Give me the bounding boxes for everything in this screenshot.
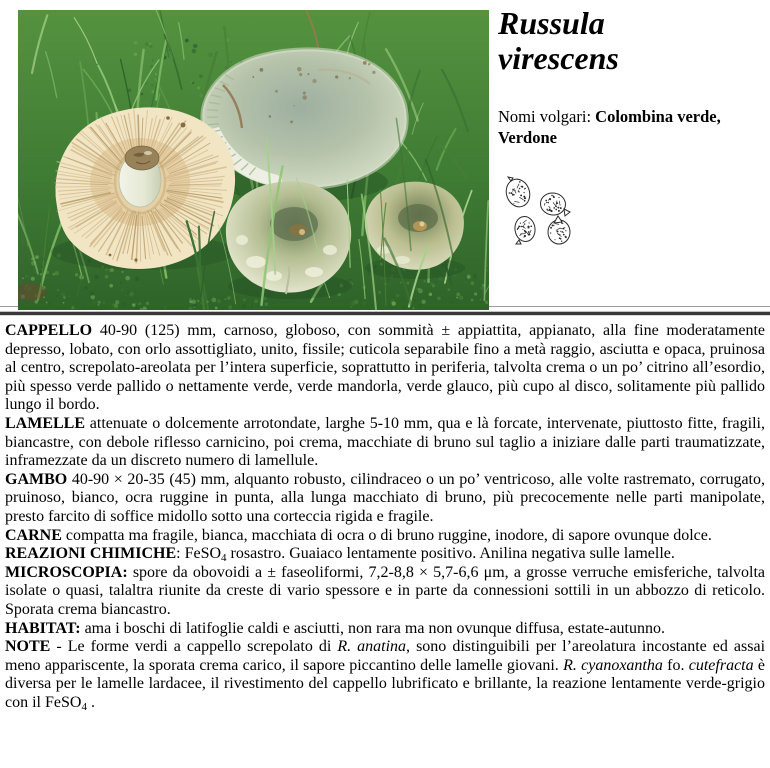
common-names-value-line1: Colombina verde, (595, 107, 721, 126)
species-title (498, 6, 619, 76)
spore-2 (539, 191, 567, 216)
separator-rule-shadow (0, 315, 770, 316)
mushroom-photo-canvas (18, 10, 489, 310)
spore-4-apiculus (554, 216, 562, 223)
section-paragraph: CARNE compatta ma fragile, bianca, macchiata di ocra o di bruno ruggine, inodore, di sapore ovunque dolce. (5, 526, 712, 544)
section-paragraph: HABITAT: ama i boschi di latifoglie caldi e asciutti, non rara ma non ovunque diffusa, estate-autunno. (5, 619, 665, 637)
mushroom-cap-small-right (365, 182, 465, 279)
section-paragraph: GAMBO 40-90 × 20-35 (45) mm, alquanto robusto, cilindraceo o un po’ ventricoso, alle volte rastremato, corrugato, pruinoso, bianco, ocra ruggine in punta, alla lunga macchiato di bruno, più precocemente nelle parti manipolate, presto farcito di soffice midollo sotto una corteccia rigida e fragile. (5, 470, 765, 525)
section-paragraph: REAZIONI CHIMICHE: FeSO$_4$ rosastro. Guaiaco lentamente positivo. Anilina negativa sulle lamelle. (5, 545, 675, 565)
mushroom-photo (18, 10, 489, 310)
common-names-value-line2: Verdone (498, 128, 557, 147)
spore-4 (548, 220, 570, 244)
spore-3-apiculus (516, 240, 521, 244)
spore-drawing-canvas (496, 171, 576, 251)
section-paragraph: CAPPELLO 40-90 (125) mm, carnoso, globoso, con sommità ± appiattita, appianato, alla fine moderatamente depresso, lobato, con orlo assottigliato, unito, fissile; cuticola separabile fino a metà raggio, asciutta e opaca, pruinosa al centro, screpolato-areolata per l’intera superficie, soprattutto in periferia, talvolta crema o un po’ citrino all’esordio, più spesso verde pallido o nettamente verde, verde mandorla, verde glauco, più cupo al disco, solitamente più pallido lungo il bordo. (5, 322, 765, 414)
description-text (5, 322, 765, 712)
section-paragraph: NOTE - Le forme verdi a cappello screpolato di R. anatina, sono distinguibili per l’areolatura incostante ed assai meno appariscente, la sporata crema carico, il sapore piccantino delle lamelle giovani. R. cyanoxantha fo. cutefracta è diversa per le lamelle lardacee, il rivestimento del cappello lubrificato e brillante, la reazione lentamente verde-grigio con il FeSO$_4$ . (5, 638, 766, 713)
common-names (498, 106, 758, 148)
section-paragraph: LAMELLE attenuate o dolcemente arrotondate, larghe 5-10 mm, qua e là forcate, intervenate, piuttosto fitte, fragili, biancastre, con debole riflesso carnicino, poi crema, macchiate di bruno sul taglio a iniziare dalle parti traumatizzate, inframezzate da un discreto numero di lamellule. (5, 414, 765, 470)
spore-2-apiculus (564, 209, 570, 216)
species-title-line1: Russula (498, 5, 605, 41)
spore-3 (513, 215, 536, 243)
section-paragraph: MICROSCOPIA: spore da obovoidi a ± faseoliformi, 7,2-8,8 × 5,7-6,6 μm, a grosse verruche emisferiche, talvolta isolate o quasi, talaltra riunite da creste di vario spessore e in parte da connessioni sottili in un abbozzo di reticolo. Sporata crema biancastro. (5, 563, 765, 618)
mushroom-cap-small-center (226, 181, 352, 299)
common-names-label: Nomi volgari: (498, 107, 596, 126)
spore-drawing-icon (496, 171, 576, 251)
spore-1 (503, 176, 534, 210)
species-title-line2: virescens (498, 40, 619, 76)
